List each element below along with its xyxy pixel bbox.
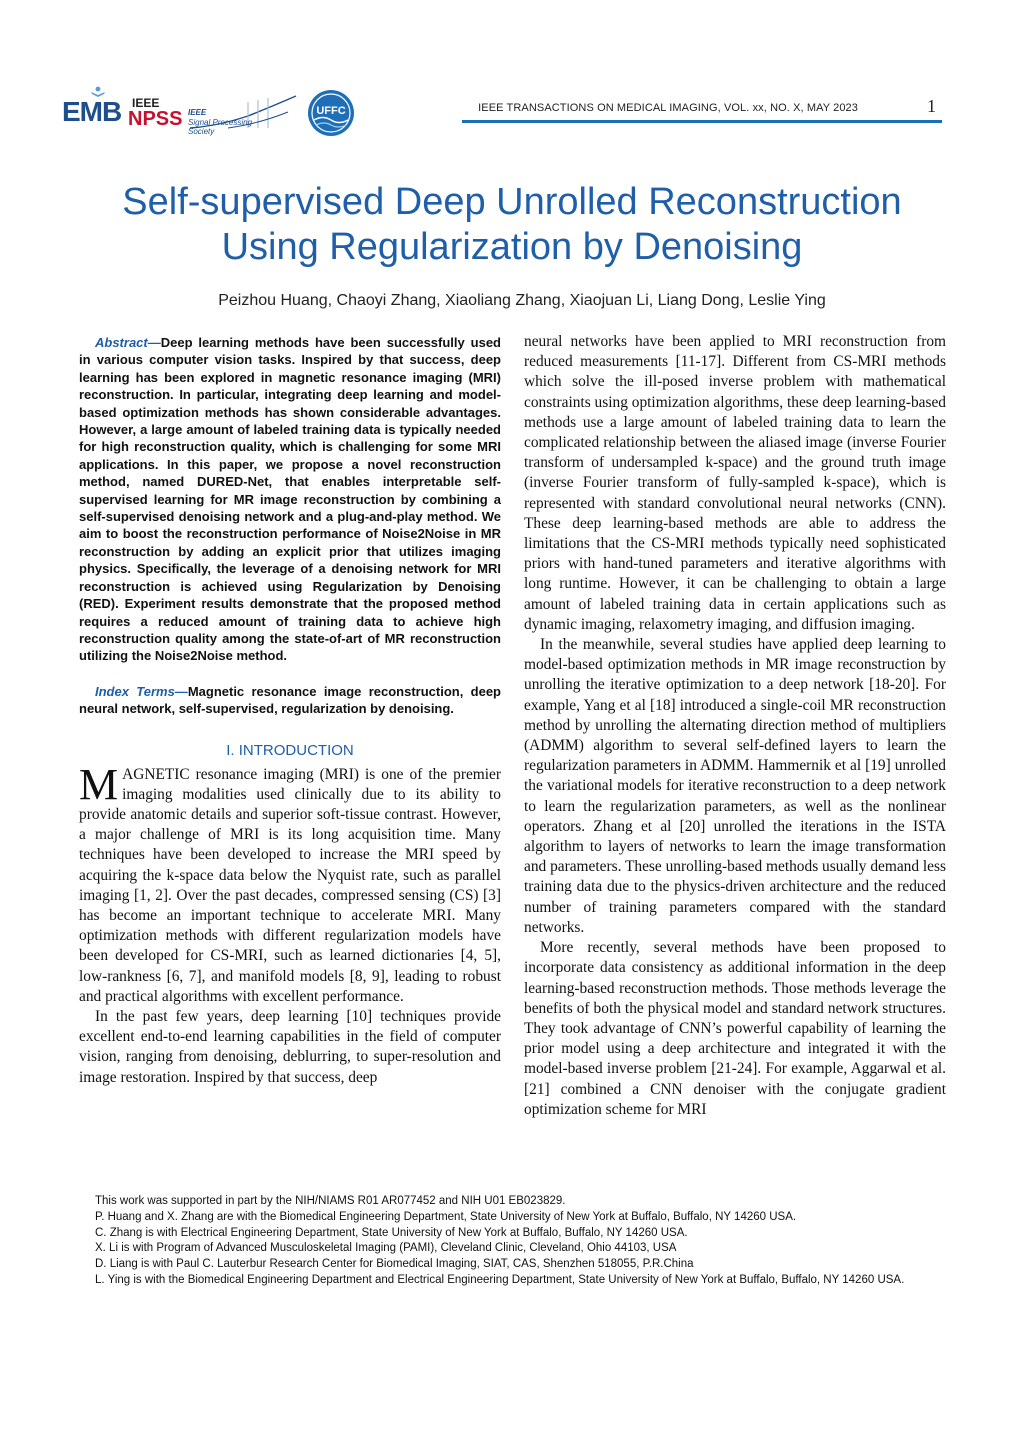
emb-logo: EMB xyxy=(62,96,122,127)
drop-cap-word: AGNETIC xyxy=(122,765,190,783)
footnote-funding: This work was supported in part by the NIH/NIAMS R01 AR077452 and NIH U01 EB023829. xyxy=(95,1195,566,1207)
intro-paragraph-2: In the past few years, deep learning [10] techniques provide excellent end-to-end learning capabilities in the field of computer vision, ranging from denoising, deblurring, to super-resolution and image restoration. Inspired by that success, deep xyxy=(79,1007,501,1086)
author-list: Peizhou Huang, Chaoyi Zhang, Xiaoliang Zhang, Xiaojuan Li, Liang Dong, Leslie Ying xyxy=(218,292,826,309)
footnote-affiliation: C. Zhang is with Electrical Engineering Department, State University of New York at Buffalo, Buffalo, NY 14260 USA. xyxy=(95,1226,688,1239)
footnote-affiliation: P. Huang and X. Zhang are with the Biomedical Engineering Department, State University of New York at Buffalo, Buffalo, NY 14260 USA. xyxy=(95,1210,797,1223)
index-terms xyxy=(79,683,501,718)
footnotes xyxy=(79,1194,949,1289)
left-column xyxy=(79,334,501,1088)
sps-ieee-label: IEEE xyxy=(188,108,207,117)
paper-title-line-1: Self-supervised Deep Unrolled Reconstruction xyxy=(122,181,902,223)
abstract-lead: Abstract— xyxy=(95,335,161,350)
index-terms-text: Magnetic resonance image reconstruction, deep neural network, self-supervised, regularization by denoising. xyxy=(79,683,501,717)
footnote-affiliation: D. Liang is with Paul C. Lauterbur Research Center for Biomedical Imaging, SIAT, CAS, Shenzhen 518055, P.R.China xyxy=(95,1258,694,1271)
header-rule xyxy=(462,120,942,123)
abstract xyxy=(79,334,501,665)
footnote-affiliation: L. Ying is with the Biomedical Engineering Department and Electrical Engineering Department, State University of New York at Buffalo, Buffalo, NY 14260 USA. xyxy=(95,1273,905,1286)
right-paragraph-1: neural networks have been applied to MRI reconstruction from reduced measurements [11-17]. Different from CS-MRI methods which solve the ill-posed inverse problem with mathematical constraints using optimization algorithms, these deep learning-based methods use a large amount of labeled training data to learn the complicated relationship between the aliased image (inverse Fourier transform of undersampled k-space) and the ground truth image (inverse Fourier transform of fully-sampled k-space), which is represented with standard convolutional neural networks (CNN). These deep learning-based methods are able to address the limitations that the CS-MRI methods typically need sophisticated priors with hand-tuned parameters and iterative algorithms with long runtime. However, it can be challenging to obtain a large amount of labeled training data in certain applications such as dynamic imaging, relaxometry imaging, and diffusion imaging. xyxy=(524,333,946,633)
right-paragraph-3: More recently, several methods have been proposed to incorporate data consistency as additional information in the deep learning-based reconstruction methods. Those methods leverage the benefits of both the physical model and standard network structures. They took advantage of CNN’s powerful capability of learning the prior model using a deep architecture and integrated it with the model-based inverse problem [21-24]. For example, Aggarwal et al. [21] combined a CNN denoiser with the conjugate gradient optimization scheme for MRI xyxy=(524,939,946,1118)
section-heading-introduction: I. INTRODUCTION xyxy=(226,741,354,759)
index-terms-lead: Index Terms— xyxy=(95,683,188,699)
abstract-text: Deep learning methods have been successfully used in various computer vision tasks. Inspired by that success, deep learning has been explored in magnetic resonance imaging (MRI) reconstruction. In particular, integrating deep learning and model-based optimization methods has shown considerable advantages. However, a large amount of labeled training data is typically needed for high reconstruction quality, which is challenging for some MRI applications. In this paper, we propose a novel reconstruction method, named DURED-Net, that enables interpretable self-supervised learning for MR image reconstruction by combining a self-supervised denoising network and a plug-and-play method. We aim to boost the reconstruction performance of Noise2Noise in MR reconstruction by adding an explicit prior that utilizes imaging physics. Specifically, the leverage of a denoising network for MRI reconstruction is achieved using Regularization by Denoising (RED). Experiment results demonstrate that the proposed method requires a reduced amount of training data to achieve high reconstruction quality among the state-of-art of MR reconstruction utilizing the Noise2Noise method. xyxy=(79,335,501,664)
intro-paragraph-1-text: resonance imaging (MRI) is one of the premier imaging modalities used clinically due to its ability to provide anatomic details and superior soft-tissue contrast. However, a major challenge of MRI is its long acquisition time. Many techniques have been developed to increase the MRI speed by acquiring the k-space data below the Nyquist rate, such as parallel imaging [1, 2]. Over the past decades, compressed sensing (CS) [3] has become an important technique to accelerate MRI. Many optimization methods with different regularization models have been developed for CS-MRI, such as learned dictionaries [4, 5], low-rankness [6, 7], and manifold models [8, 9], leading to robust and practical algorithms with excellent performance. xyxy=(79,765,501,1005)
paper-title-line-2: Using Regularization by Denoising xyxy=(221,226,803,268)
paper-title xyxy=(0,180,1024,270)
npss-ieee-label: IEEE xyxy=(132,96,160,110)
uffc-logo-text: UFFC xyxy=(316,105,346,117)
uffc-logo-icon xyxy=(306,88,356,138)
intro-paragraph-1 xyxy=(79,759,501,1007)
footnote-affiliation: X. Li is with Program of Advanced Musculoskeletal Imaging (PAMI), Cleveland Clinic, Cleveland, Ohio 44103, USA xyxy=(95,1242,677,1255)
right-paragraph-2: In the meanwhile, several studies have applied deep learning to model-based optimization methods in MR image reconstruction by unrolling the iterative optimization to a deep network [18-20]. For example, Yang et al [18] introduced a single-coil MR reconstruction method by unrolling the alternating direction method of multipliers (ADMM) algorithm to several self-defined layers to learn the regularization parameters in ADMM. Hammernik et al [19] unrolled the variational models for iterative reconstruction to a deep network to learn the regularization parameters, as well as the nonlinear operators. Zhang et al [20] unrolled the iterations in the ISTA algorithm to layers of networks to learn the image transformation and parameters. These unrolling-based methods usually demand less training data due to the physics-driven architecture and the reduced number of training parameters compared with the standard networks. xyxy=(524,636,946,936)
page-number: 1 xyxy=(927,96,936,116)
drop-cap: M xyxy=(79,759,119,809)
right-column xyxy=(524,332,946,1120)
sps-label: Signal Processing Society xyxy=(188,118,253,136)
journal-header: IEEE TRANSACTIONS ON MEDICAL IMAGING, VOL. xx, NO. X, MAY 2023 xyxy=(478,102,858,114)
publisher-logos xyxy=(62,88,362,144)
npss-logo: NPSS xyxy=(128,108,183,130)
